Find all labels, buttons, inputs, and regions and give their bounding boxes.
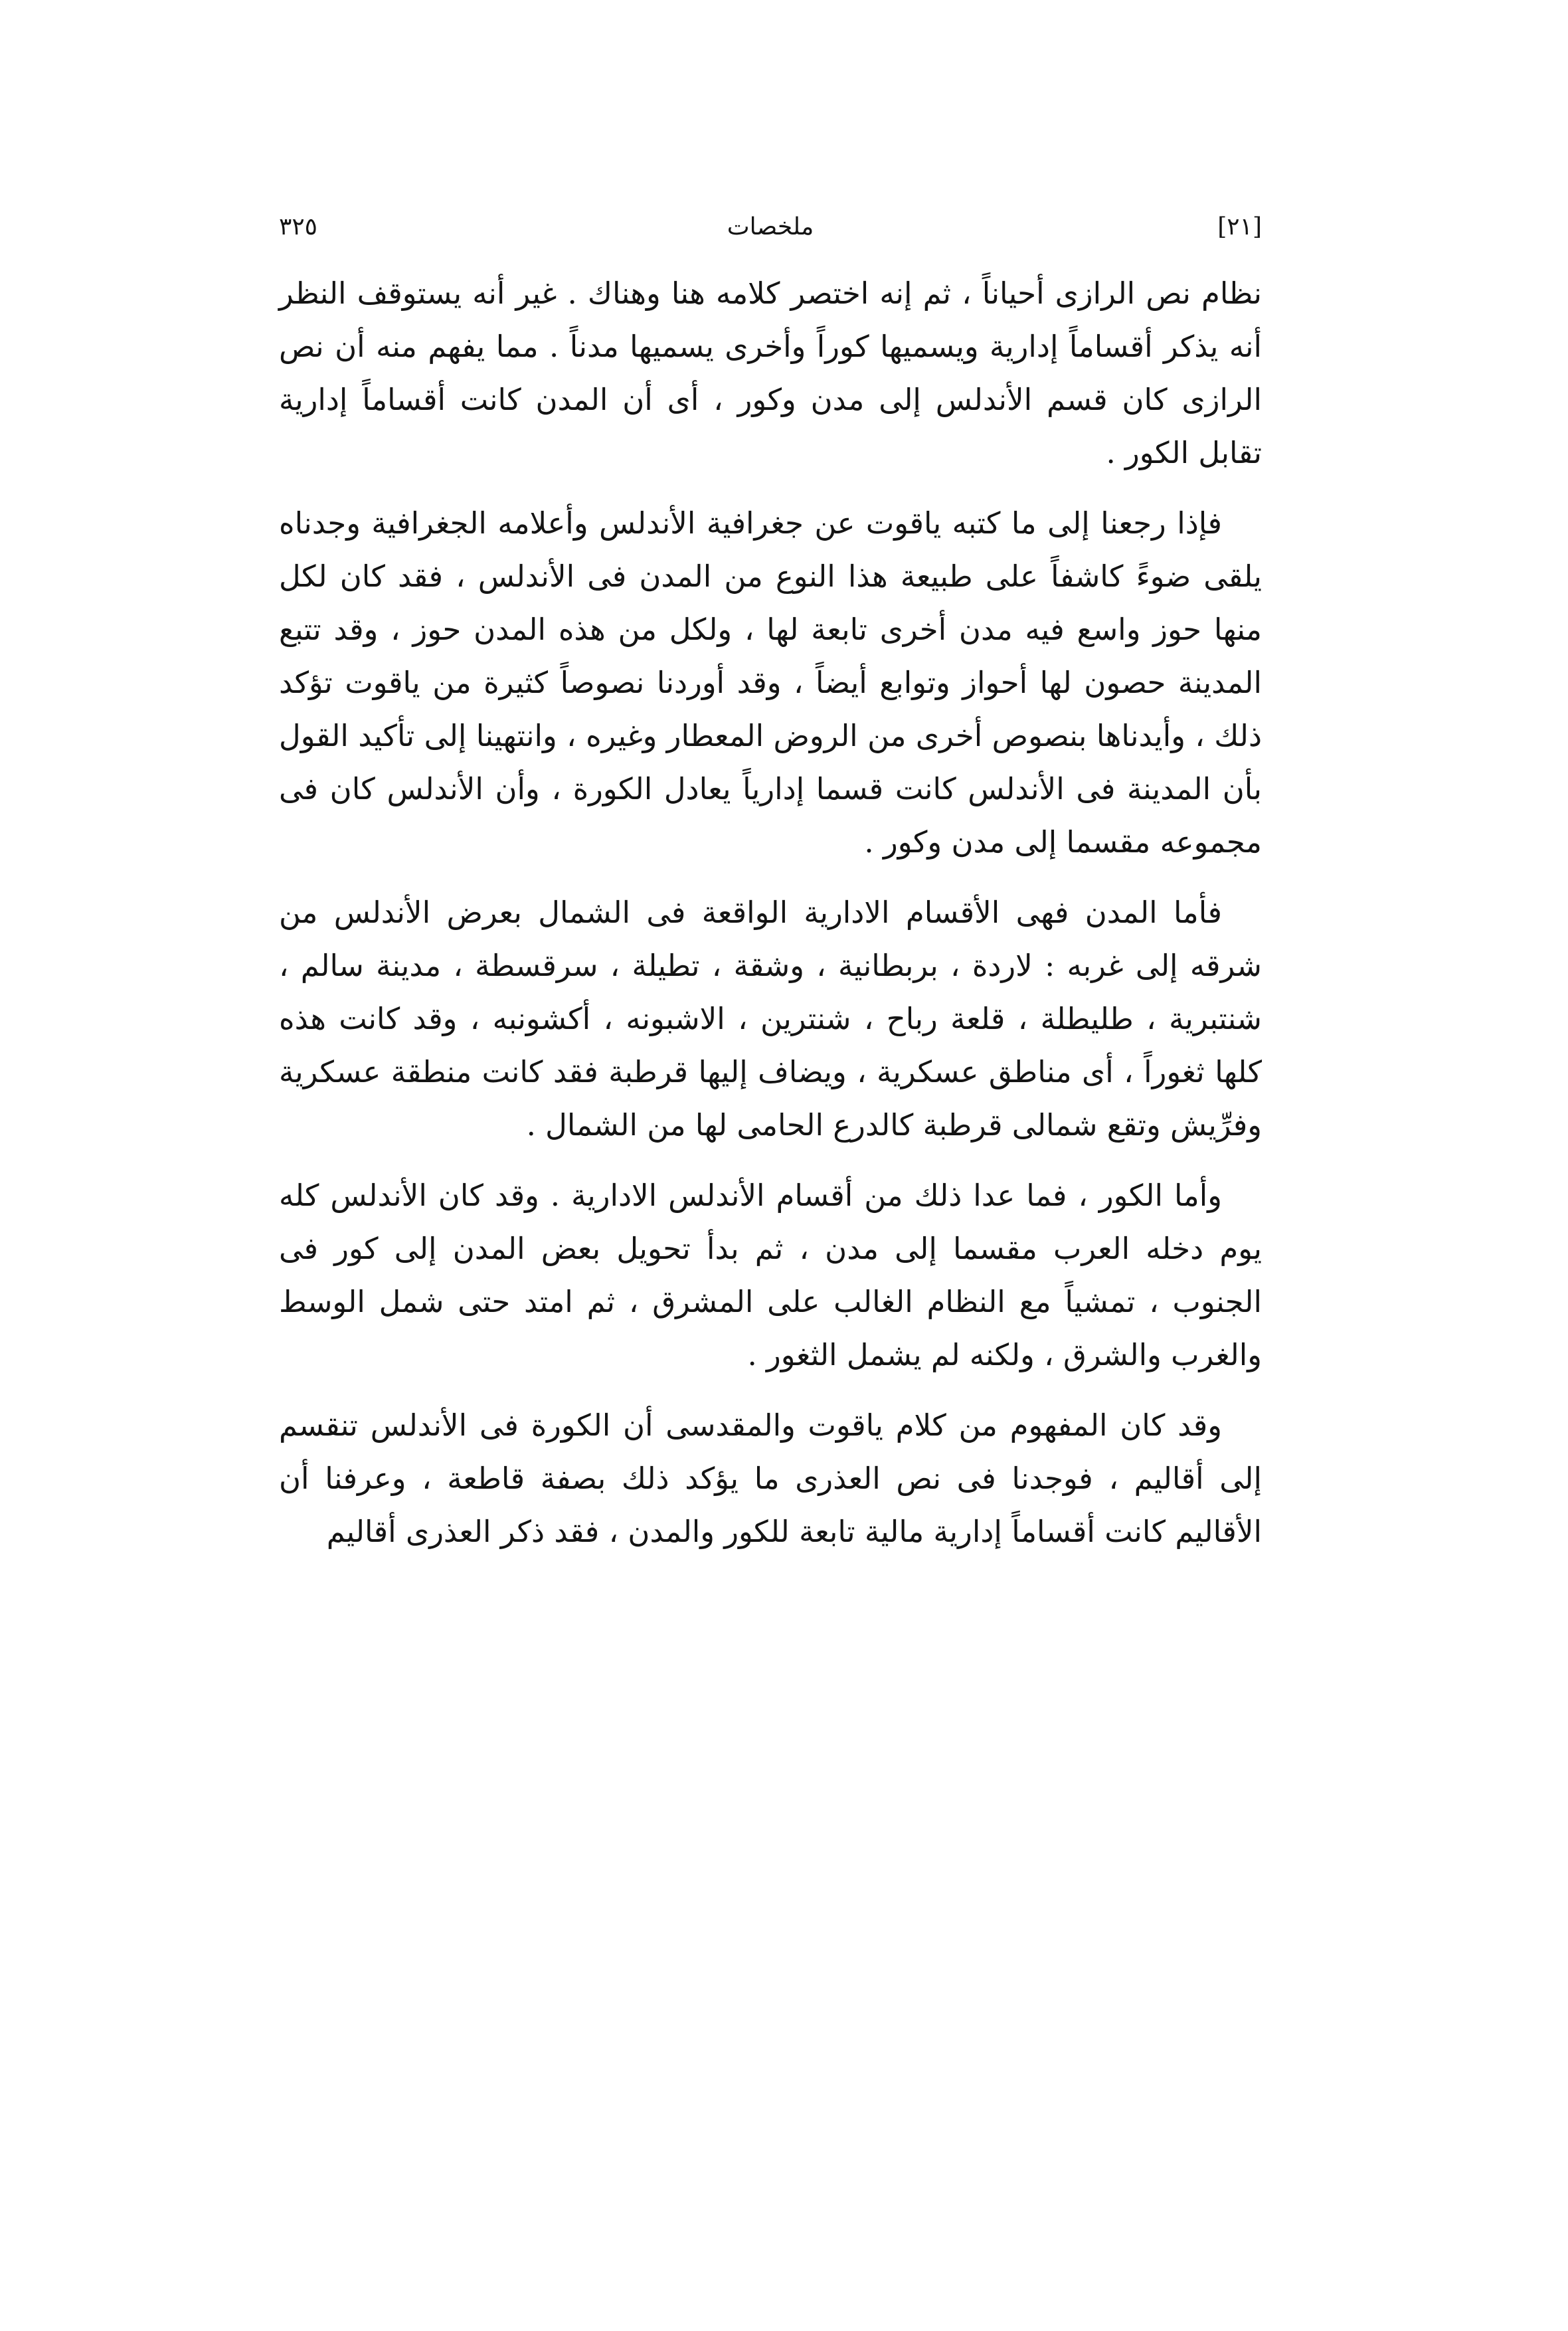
paragraph-5: وقد كان المفهوم من كلام ياقوت والمقدسى أن الكورة فى الأندلس تنقسم إلى أقاليم ، فوجدنا فى نص العذرى ما يؤكد ذلك بصفة قاطعة ، وعرفنا أن الأقاليم كانت أقساماً إدارية مالية تابعة للكور والمدن ، فقد ذكر العذرى أقاليم bbox=[279, 1408, 1262, 1549]
running-title: ملخصات bbox=[727, 213, 814, 240]
running-header bbox=[279, 199, 1262, 252]
page-number: ٣٢٥ bbox=[279, 213, 318, 240]
paragraph-4: وأما الكور ، فما عدا ذلك من أقسام الأندلس الادارية . وقد كان الأندلس كله يوم دخله العرب مقسما إلى مدن ، ثم بدأ تحويل بعض المدن إلى كور فى الجنوب ، تمشياً مع النظام الغالب على المشرق ، ثم امتد حتى شمل الوسط والغرب والشرق ، ولكنه لم يشمل الثغور . bbox=[279, 1178, 1262, 1372]
book-page bbox=[279, 199, 1262, 1576]
paragraph-3: فأما المدن فهى الأقسام الادارية الواقعة فى الشمال بعرض الأندلس من شرقه إلى غربه : لاردة ، بربطانية ، وشقة ، تطيلة ، سرقسطة ، مدينة سالم ، شنتبرية ، طليطلة ، قلعة رباح ، شنترين ، الاشبونه ، أكشونبه ، وقد كانت هذه كلها ثغوراً ، أى مناطق عسكرية ، ويضاف إليها قرطبة فقد كانت منطقة عسكرية وفرِّيش وتقع شمالى قرطبة كالدرع الحامى لها من الشمال . bbox=[279, 895, 1262, 1143]
body-text bbox=[279, 267, 1262, 1558]
paragraph-1: نظام نص الرازى أحياناً ، ثم إنه اختصر كلامه هنا وهناك . غير أنه يستوقف النظر أنه يذكر أقساماً إدارية ويسميها كوراً وأخرى يسميها مدناً . مما يفهم منه أن نص الرازى كان قسم الأندلس إلى مدن وكور ، أى أن المدن كانت أقساماً إدارية تقابل الكور . bbox=[279, 276, 1262, 470]
paragraph-2: فإذا رجعنا إلى ما كتبه ياقوت عن جغرافية الأندلس وأعلامه الجغرافية وجدناه يلقى ضوءً كاشفاً على طبيعة هذا النوع من المدن فى الأندلس ، فقد كان لكل منها حوز واسع فيه مدن أخرى تابعة لها ، ولكل من هذه المدن حوز ، وقد تتبع المدينة حصون لها أحواز وتوابع أيضاً ، وقد أوردنا نصوصاً كثيرة من ياقوت تؤكد ذلك ، وأيدناها بنصوص أخرى من الروض المعطار وغيره ، وانتهينا إلى تأكيد القول بأن المدينة فى الأندلس كانت قسما إدارياً يعادل الكورة ، وأن الأندلس كان فى مجموعه مقسما إلى مدن وكور . bbox=[279, 506, 1263, 860]
section-number: [٢١] bbox=[1217, 213, 1262, 240]
